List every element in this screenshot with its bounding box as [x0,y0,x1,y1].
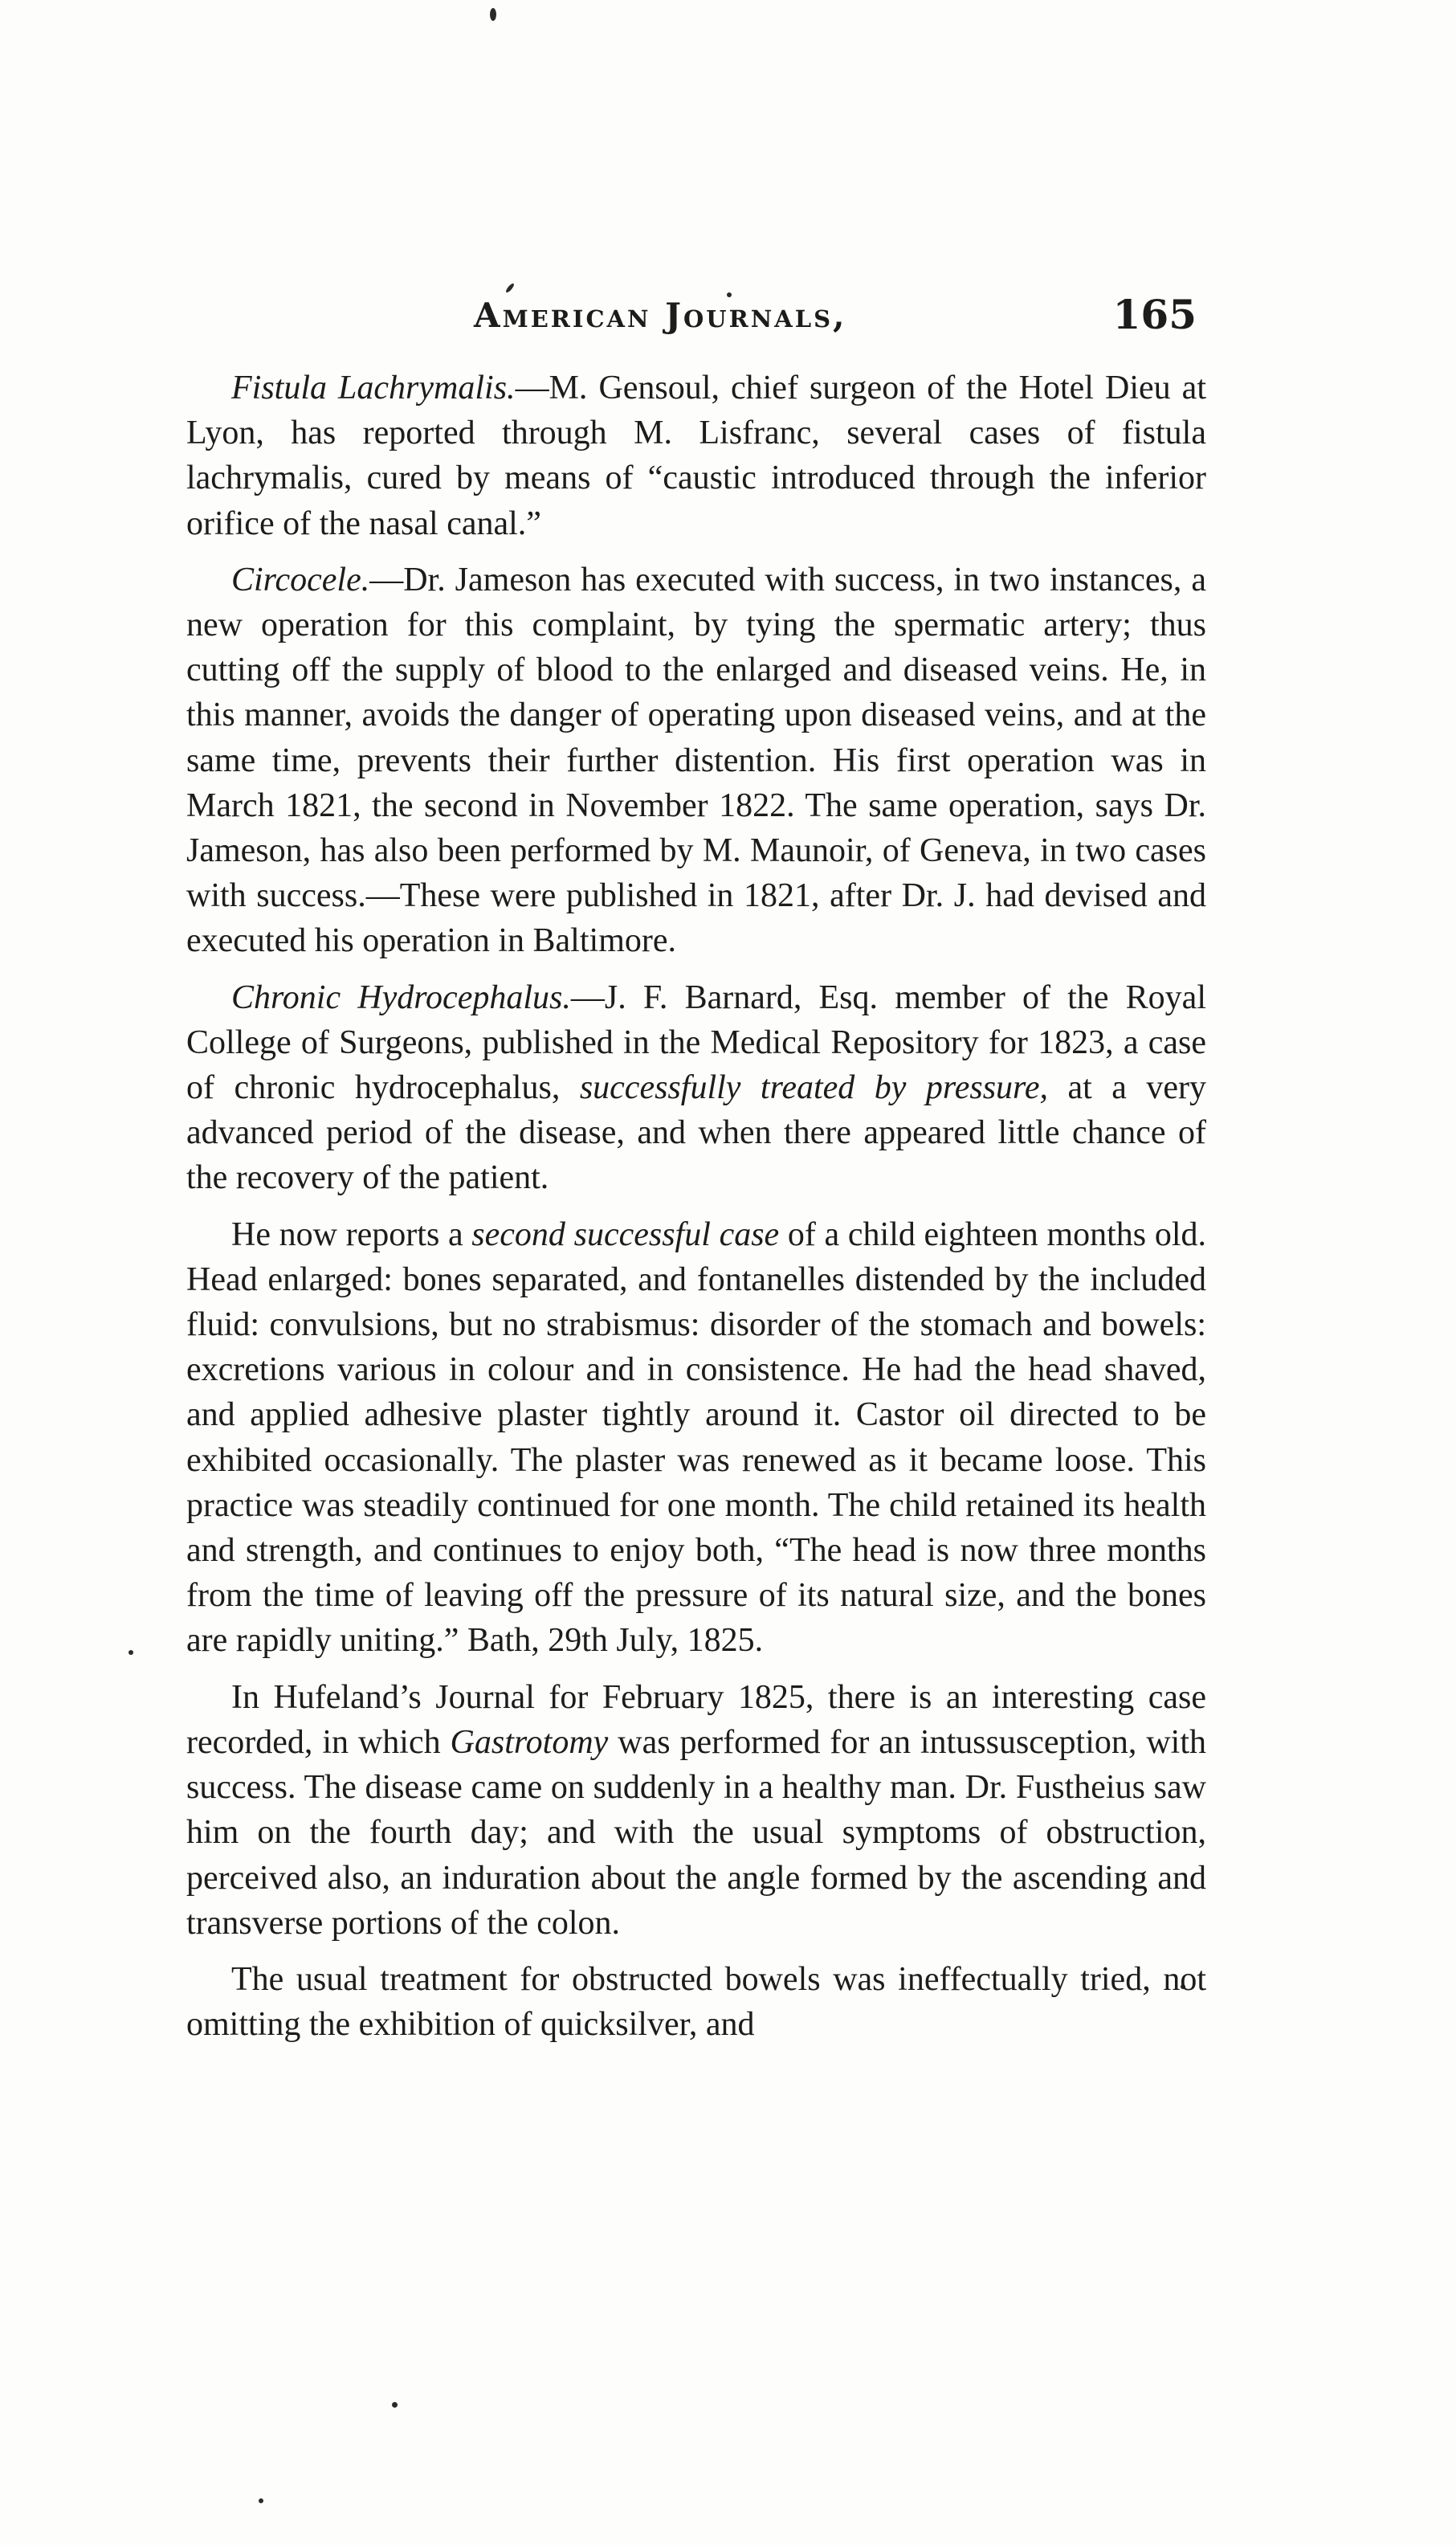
paragraph [186,1675,1206,1946]
ink-speck [392,2402,398,2408]
paragraph-text: He now reports a [231,1215,472,1253]
page-header [450,291,1197,352]
paragraph [186,1212,1206,1664]
ink-speck [505,283,516,294]
section-lead: Circocele. [231,561,370,598]
paragraph-text: In Hufeland’s Journal for February 1825, there is an interesting case recorded, in which [186,1678,1206,1761]
paragraph [186,366,1206,546]
paragraph [186,558,1206,964]
emphasis: Gastrotomy [450,1723,609,1761]
section-lead: Fistula Lachrymalis. [231,370,516,406]
section-lead: Chronic Hydrocephalus. [231,978,571,1016]
paragraph-text: —M. Gensoul, chief surgeon of the Hotel Dieu at Lyon, has reported through M. Lisfranc, several cases of fistula lachrymalis, cured by means of “caustic introduced through the inferior orifice of the nasal canal.” [186,370,1206,542]
ink-speck [490,8,496,21]
paragraph-text: The usual treatment for obstructed bowels was ineffectually tried, not omitting the exhibition of quicksilver, and [186,1960,1206,2044]
running-title: American Journals, [474,296,847,335]
ink-speck [128,1650,133,1655]
paragraph [186,1957,1206,2047]
article-body [186,366,1206,2047]
paragraph-text: was performed for an intussusception, with success. The disease came on suddenly in a healthy man. Dr. Fustheius saw him on the fourth day; and with the usual symptoms of obstruction, perceived also, an induration about the angle formed by the ascending and transverse portions of the colon. [186,1723,1206,1942]
paragraph [186,975,1206,1201]
paragraph-text: at a very advanced period of the disease, and when there appeared little chance of the recovery of the patient. [186,1069,1206,1197]
emphasis: successfully treated by pressure, [579,1069,1048,1107]
paragraph-text: —Dr. Jameson has executed with success, in two instances, a new operation for this complaint, by tying the spermatic artery; thus cutting off the supply of blood to the enlarged and diseased veins. He, in this manner, avoids the danger of operating upon diseased veins, and at the same time, prevents their further distention. His first operation was in March 1821, the second in November 1822. The same operation, says Dr. Jameson, has also been performed by M. Maunoir, of Geneva, in two cases with success.—These were published in 1821, after Dr. J. had devised and executed his operation in Baltimore. [186,561,1206,960]
page-number: 165 [1112,291,1197,338]
ink-speck [259,2498,263,2503]
emphasis: second successful case [471,1215,780,1253]
paragraph-text: of a child eighteen months old. Head enlarged: bones separated, and fontanelles distended by the included fluid: convulsions, but no strabismus: disorder of the stomach and bowels: excretions various in colour and in consistence. He had the head shaved, and applied adhesive plaster tightly around it. Castor oil directed to be exhibited occasionally. The plaster was renewed as it became loose. This practice was steadily continued for one month. The child retained its health and strength, and continues to enjoy both, “The head is now three months from the time of leaving off the pressure of its natural size, and the bones are rapidly uniting.” Bath, 29th July, 1825. [186,1215,1207,1660]
paragraph-text: —J. F. Barnard, Esq. member of the Royal College of Surgeons, published in the Medical Repository for 1823, a case of chronic hydrocephalus, [186,978,1206,1107]
